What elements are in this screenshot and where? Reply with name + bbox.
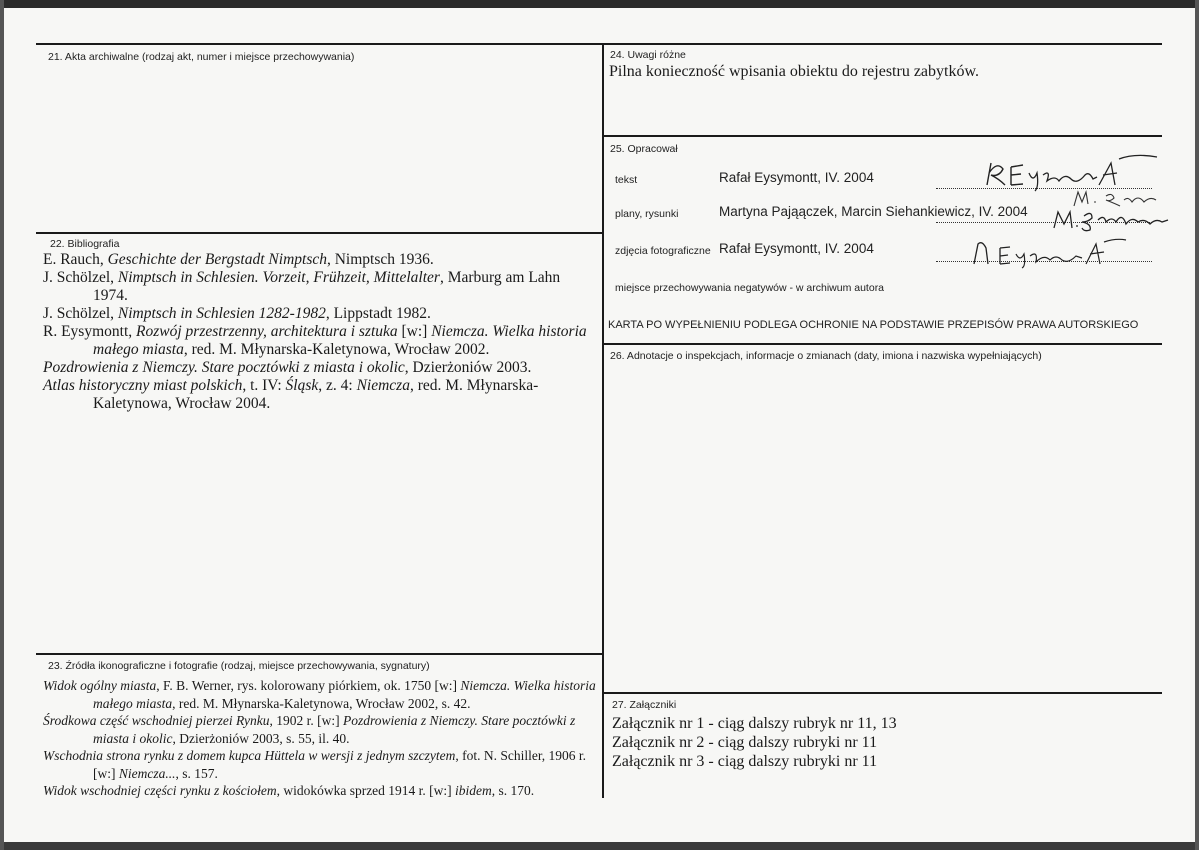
row-plans-value: Martyna Pająączek, Marcin Siehankiewicz, IV. 2004 [719,204,1028,219]
iconography-entry: Środkowa część wschodniej pierzei Rynku, 1902 r. [w:] Pozdrowienia z Niemczy. Stare pocztówki z miasta i okolic, Dzierżoniów 2003, s. 55, il. 40. [43,713,576,746]
bibliography-entry: J. Schölzel, Nimptsch in Schlesien 1282-1982, Lippstadt 1982. [43,305,431,322]
bibliography-entry: Atlas historyczny miast polskich, t. IV: Śląsk, z. 4: Niemcza, red. M. Młynarska-Kaletynowa, Wrocław 2004. [43,377,539,412]
rule-26-27 [603,692,1162,694]
center-divider [602,43,604,798]
attachment-item: Załącznik nr 3 - ciąg dalszy rubryki nr 11 [612,753,878,770]
bibliography-list [43,251,598,413]
row-photos-value: Rafał Eysymontt, IV. 2004 [719,241,874,256]
rule-25-26 [603,343,1162,345]
section-22-label: 22. Bibliografia [50,238,120,250]
negatives-storage-text: miejsce przechowywania negatywów - w archiwum autora [615,282,885,294]
signature-photos-author [970,238,1130,268]
rule-21-22 [36,232,603,234]
iconography-list [43,677,598,800]
signature-text-author [985,155,1160,193]
section-23-label: 23. Źródła ikonograficzne i fotografie (rodzaj, miejsce przechowywania, sygnatury) [48,660,430,672]
iconography-entry: Widok wschodniej części rynku z kościołem, widokówka sprzed 1914 r. [w:] ibidem, s. 170. [43,783,535,798]
row-plans-label: plany, rysunki [615,208,679,220]
section-21-label: 21. Akta archiwalne (rodzaj akt, numer i miejsce przechowywania) [48,51,355,63]
bibliography-entry: R. Eysymontt, Rozwój przestrzenny, architektura i sztuka [w:] Niemcza. Wielka historia małego miasta, red. M. Młynarska-Kaletynowa, Wrocław 2002. [43,323,587,358]
row-photos-label: zdjęcia fotograficzne [615,245,711,257]
rule-22-23 [36,653,603,655]
scan-edge-left [0,0,4,850]
bibliography-entry: E. Rauch, Geschichte der Bergstadt Nimptsch, Nimptsch 1936. [43,251,434,268]
attachment-item: Załącznik nr 1 - ciąg dalszy rubryk nr 11, 13 [612,715,897,732]
row-text-label: tekst [615,174,638,186]
signature-plans-2 [1052,208,1170,232]
remarks-text: Pilna konieczność wpisania obiektu do rejestru zabytków. [609,63,979,80]
attachments-list [612,714,897,771]
scan-edge-bottom [0,842,1199,850]
section-24-label: 24. Uwagi różne [610,49,686,61]
section-26-label: 26. Adnotacje o inspekcjach, informacje o zmianach (daty, imiona i nazwiska wypełniających) [610,350,1042,362]
top-rule [36,43,1162,45]
section-25-label: 25. Opracował [610,143,678,155]
rule-24-25 [603,135,1162,137]
scan-edge-top [0,0,1199,8]
bibliography-entry: J. Schölzel, Nimptsch in Schlesien. Vorzeit, Frühzeit, Mittelalter, Marburg am Lahn 1974. [43,269,561,304]
copyright-notice: KARTA PO WYPEŁNIENIU PODLEGA OCHRONIE NA PODSTAWIE PRZEPISÓW PRAWA AUTORSKIEGO [608,319,1139,331]
scan-edge-right [1195,0,1199,850]
iconography-entry: Wschodnia strona rynku z domem kupca Hüttela w wersji z jednym szczytem, fot. N. Schiller, 1906 r. [w:] Niemcza..., s. 157. [43,748,587,781]
signature-plans-1 [1072,190,1162,208]
bibliography-entry: Pozdrowienia z Niemczy. Stare pocztówki z miasta i okolic, Dzierżoniów 2003. [43,359,532,376]
attachment-item: Załącznik nr 2 - ciąg dalszy rubryki nr 11 [612,734,878,751]
iconography-entry: Widok ogólny miasta, F. B. Werner, rys. kolorowany piórkiem, ok. 1750 [w:] Niemcza. Wielka historia małego miasta, red. M. Młynarska-Kaletynowa, Wrocław 2002, s. 42. [43,678,596,711]
section-27-label: 27. Załączniki [612,699,677,711]
row-text-value: Rafał Eysymontt, IV. 2004 [719,170,874,185]
